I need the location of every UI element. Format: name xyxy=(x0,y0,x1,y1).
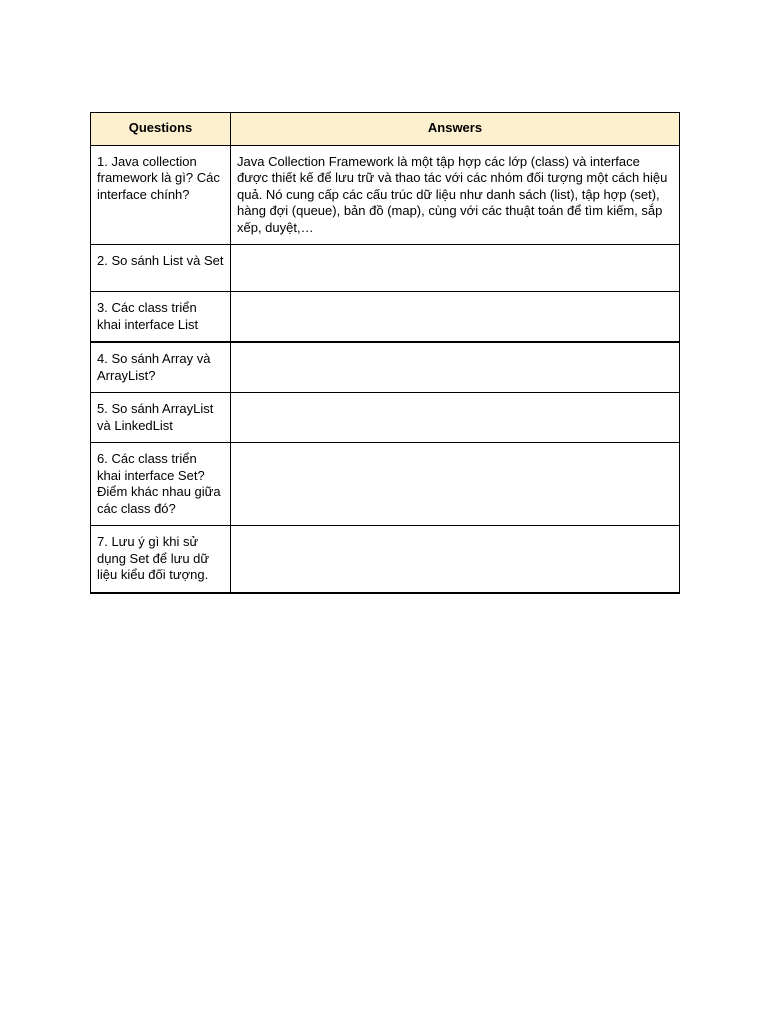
answer-cell xyxy=(231,342,680,393)
table-row xyxy=(91,145,680,245)
table-body xyxy=(91,145,680,593)
answer-cell: Java Collection Framework là một tập hợp các lớp (class) và interface được thiết kế để lưu trữ và thao tác với các nhóm đối tượng một cách hiệu quả. Nó cung cấp các cấu trúc dữ liệu như danh sách (list), tập hợp (set), hàng đợi (queue), bản đồ (map), cùng với các thuật toán để tìm kiếm, sắp xếp, duyệt,… xyxy=(231,145,680,245)
question-cell: 3. Các class triển khai interface List xyxy=(91,292,231,343)
answer-cell xyxy=(231,245,680,292)
answer-cell xyxy=(231,292,680,343)
questions-column-header: Questions xyxy=(91,113,231,146)
answer-cell xyxy=(231,526,680,593)
table-row xyxy=(91,443,680,526)
qa-table xyxy=(90,112,680,594)
question-cell: 2. So sánh List và Set xyxy=(91,245,231,292)
question-cell: 4. So sánh Array và ArrayList? xyxy=(91,342,231,393)
question-cell: 6. Các class triển khai interface Set? Điểm khác nhau giữa các class đó? xyxy=(91,443,231,526)
answer-cell xyxy=(231,393,680,443)
table-row xyxy=(91,292,680,343)
table-header xyxy=(91,113,680,146)
question-cell: 1. Java collection framework là gì? Các interface chính? xyxy=(91,145,231,245)
question-cell: 5. So sánh ArrayList và LinkedList xyxy=(91,393,231,443)
header-row xyxy=(91,113,680,146)
table-row xyxy=(91,526,680,593)
question-cell: 7. Lưu ý gì khi sử dụng Set để lưu dữ liệu kiểu đối tượng. xyxy=(91,526,231,593)
table-row xyxy=(91,393,680,443)
table-row xyxy=(91,245,680,292)
answers-column-header: Answers xyxy=(231,113,680,146)
answer-cell xyxy=(231,443,680,526)
table-row xyxy=(91,342,680,393)
